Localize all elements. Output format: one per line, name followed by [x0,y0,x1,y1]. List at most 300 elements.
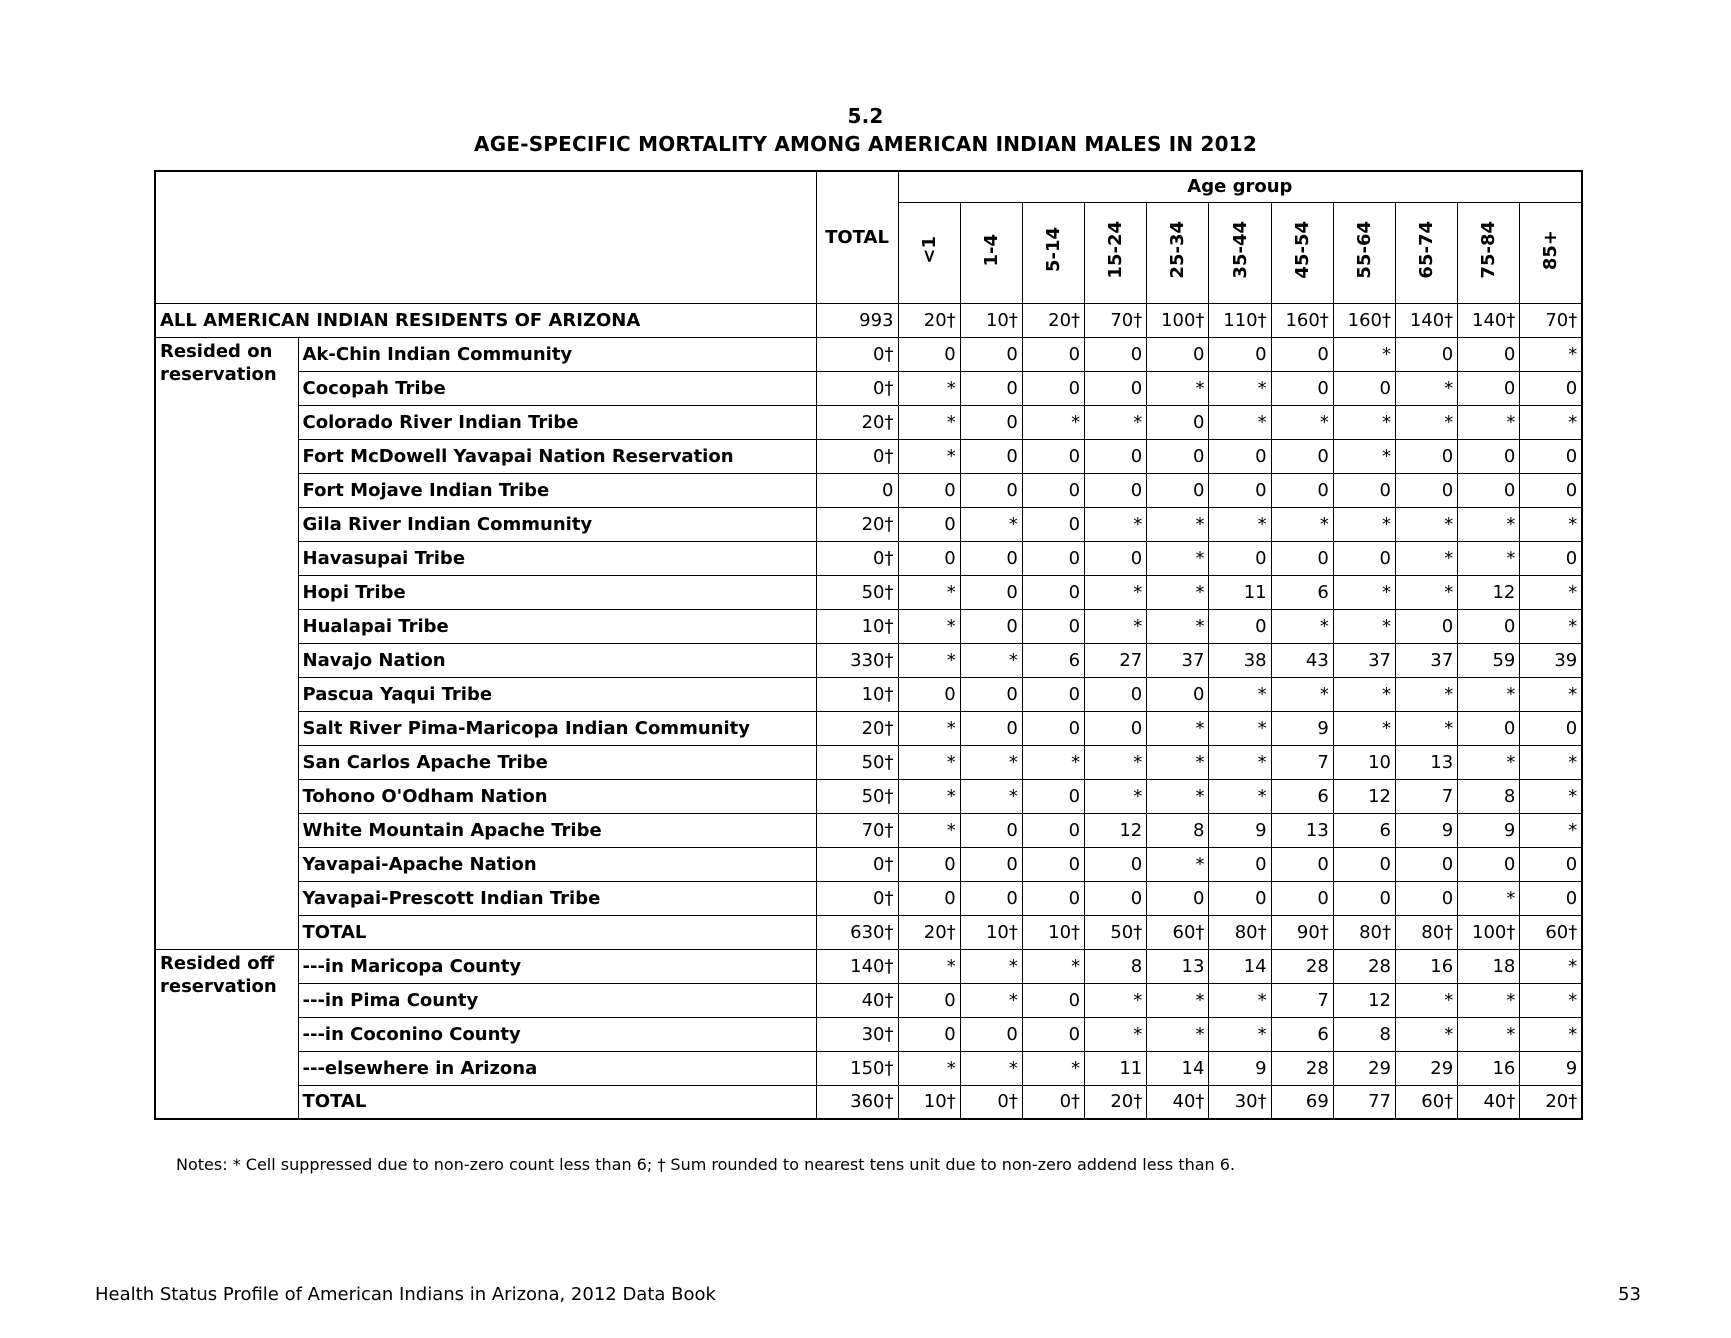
table-cell: * [1147,371,1209,405]
table-cell: 0 [1333,881,1395,915]
table-cell: 0 [1022,439,1084,473]
table-cell: 140† [816,949,898,983]
table-cell: * [960,507,1022,541]
table-cell: 0 [960,473,1022,507]
table-cell: 0 [1396,337,1458,371]
table-cell: 90† [1271,915,1333,949]
table-cell: 0 [1396,609,1458,643]
table-row [155,983,1582,1017]
table-cell: * [898,1051,960,1085]
table-cell: * [1209,1017,1271,1051]
table-cell: * [1147,1017,1209,1051]
row-label: White Mountain Apache Tribe [298,813,816,847]
table-cell: 0 [898,983,960,1017]
table-cell: 77 [1333,1085,1395,1119]
table-cell: 0 [960,439,1022,473]
row-label: Colorado River Indian Tribe [298,405,816,439]
age-group-header [1396,202,1458,303]
table-cell: * [1085,983,1147,1017]
table-cell: 50† [816,575,898,609]
table-cell: 40† [1147,1085,1209,1119]
table-cell: 10† [816,677,898,711]
table-cell: 0 [1333,473,1395,507]
table-cell: * [1458,983,1520,1017]
table-cell: 0 [898,847,960,881]
table-cell: 0 [1520,439,1582,473]
table-cell: * [898,609,960,643]
table-cell: 110† [1209,303,1271,337]
table-row [155,405,1582,439]
table-cell: 6 [1271,575,1333,609]
table-cell: * [1520,983,1582,1017]
table-cell: 0 [1022,813,1084,847]
table-cell: 29 [1333,1051,1395,1085]
age-group-label: 25-34 [1167,221,1189,279]
table-row [155,541,1582,575]
age-group-header [1085,202,1147,303]
table-cell: * [1022,405,1084,439]
table-cell: 80† [1209,915,1271,949]
table-cell: * [1396,575,1458,609]
table-cell: * [1209,983,1271,1017]
table-row [155,575,1582,609]
table-cell: 0 [1458,439,1520,473]
table-cell: 0 [1022,609,1084,643]
table-cell: 28 [1333,949,1395,983]
table-cell: * [1520,405,1582,439]
row-label: Yavapai-Prescott Indian Tribe [298,881,816,915]
age-group-label: 1-4 [980,233,1002,267]
table-cell: 0 [1333,847,1395,881]
row-label: Navajo Nation [298,643,816,677]
table-cell: * [1520,609,1582,643]
table-cell: 0 [1396,881,1458,915]
table-cell: 12 [1085,813,1147,847]
table-cell: 330† [816,643,898,677]
table-cell: 0 [1022,371,1084,405]
table-cell: * [1147,745,1209,779]
table-cell: * [1458,881,1520,915]
table-cell: * [1085,575,1147,609]
table-cell: * [1271,405,1333,439]
table-cell: * [1085,1017,1147,1051]
table-cell: 100† [1458,915,1520,949]
table-cell: 150† [816,1051,898,1085]
table-cell: 360† [816,1085,898,1119]
table-cell: 6 [1022,643,1084,677]
table-cell: 9 [1520,1051,1582,1085]
table-cell: 0 [1396,473,1458,507]
table-cell: 0 [898,507,960,541]
table-cell: 0† [960,1085,1022,1119]
table-cell: 0 [960,541,1022,575]
age-group-label: 75-84 [1478,221,1500,279]
table-cell: * [1520,677,1582,711]
table-cell: 0 [1022,677,1084,711]
table-cell: * [898,643,960,677]
table-cell: 0 [1022,1017,1084,1051]
table-cell: 39 [1520,643,1582,677]
row-label: ---in Pima County [298,983,816,1017]
table-cell: 30† [816,1017,898,1051]
table-cell: * [1333,677,1395,711]
age-group-header [1333,202,1395,303]
table-cell: 59 [1458,643,1520,677]
table-cell: 16 [1458,1051,1520,1085]
table-cell: 160† [1333,303,1395,337]
table-cell: 43 [1271,643,1333,677]
table-cell: * [1022,1051,1084,1085]
table-cell: * [1396,711,1458,745]
table-cell: 0 [1396,439,1458,473]
table-cell: 7 [1396,779,1458,813]
table-cell: * [1147,507,1209,541]
table-cell: 60† [1520,915,1582,949]
table-cell: 6 [1271,1017,1333,1051]
table-cell: 20† [898,915,960,949]
table-cell: 10† [960,303,1022,337]
table-cell: 13 [1396,745,1458,779]
table-cell: 0 [960,711,1022,745]
table-cell: * [1209,745,1271,779]
table-cell: 18 [1458,949,1520,983]
table-cell: 0 [960,813,1022,847]
table-cell: 0 [1209,337,1271,371]
table-cell: * [1147,847,1209,881]
table-cell: 0† [816,881,898,915]
table-cell: * [1520,575,1582,609]
table-cell: * [1458,405,1520,439]
table-cell: * [1396,1017,1458,1051]
table-cell: * [898,711,960,745]
table-cell: 0 [1209,881,1271,915]
table-cell: 0 [1147,677,1209,711]
table-cell: * [1209,371,1271,405]
table-cell: * [1333,711,1395,745]
table-row [155,949,1582,983]
table-row [155,847,1582,881]
row-label: Fort Mojave Indian Tribe [298,473,816,507]
table-cell: 37 [1333,643,1395,677]
table-cell: * [1147,541,1209,575]
table-cell: 0 [960,609,1022,643]
table-cell: * [1396,983,1458,1017]
table-cell: * [1209,507,1271,541]
table-cell: 0 [1022,575,1084,609]
age-group-label: <1 [918,236,940,264]
table-row [155,507,1582,541]
table-cell: 8 [1085,949,1147,983]
table-cell: 8 [1333,1017,1395,1051]
table-cell: 20† [1520,1085,1582,1119]
table-cell: 0 [1209,541,1271,575]
row-label: Fort McDowell Yavapai Nation Reservation [298,439,816,473]
table-cell: 0 [960,405,1022,439]
table-cell: 12 [1333,983,1395,1017]
table-cell: 10† [816,609,898,643]
table-cell: 0 [1520,473,1582,507]
table-cell: 630† [816,915,898,949]
table-row [155,1085,1582,1119]
table-cell: 0 [1458,473,1520,507]
row-label: Gila River Indian Community [298,507,816,541]
table-cell: 10† [1022,915,1084,949]
table-cell: 50† [816,779,898,813]
age-group-label: 35-44 [1229,221,1251,279]
table-cell: 6 [1333,813,1395,847]
table-cell: * [1147,711,1209,745]
table-cell: 0 [1333,371,1395,405]
table-cell: 0 [1147,439,1209,473]
row-label: TOTAL [298,915,816,949]
table-cell: * [1396,677,1458,711]
table-cell: 0 [1085,677,1147,711]
table-cell: * [1022,949,1084,983]
age-group-label: 45-54 [1291,221,1313,279]
table-cell: * [1271,609,1333,643]
table-title: AGE-SPECIFIC MORTALITY AMONG AMERICAN INDIAN MALES IN 2012 [474,132,1257,156]
table-cell: 0 [1085,711,1147,745]
table-row [155,779,1582,813]
table-cell: 0 [1458,847,1520,881]
table-cell: 0 [1085,473,1147,507]
row-label: Hualapai Tribe [298,609,816,643]
table-cell: 993 [816,303,898,337]
table-cell: * [1458,507,1520,541]
table-cell: 0 [1520,541,1582,575]
table-cell: 0† [816,337,898,371]
table-cell: 160† [1271,303,1333,337]
table-cell: * [1209,405,1271,439]
table-cell: 50† [1085,915,1147,949]
footer-publication: Health Status Profile of American Indians in Arizona, 2012 Data Book [95,1284,716,1305]
table-row [155,711,1582,745]
table-row [155,881,1582,915]
table-cell: 10 [1333,745,1395,779]
table-cell: 100† [1147,303,1209,337]
table-cell: * [1085,507,1147,541]
table-cell: 0 [1271,881,1333,915]
table-cell: 0 [816,473,898,507]
table-cell: * [960,949,1022,983]
age-group-label: 15-24 [1105,221,1127,279]
table-cell: 0 [1022,983,1084,1017]
age-group-header [898,202,960,303]
table-cell: 30† [1209,1085,1271,1119]
table-cell: 0 [1458,609,1520,643]
age-group-header [1209,202,1271,303]
table-cell: * [1458,541,1520,575]
table-row [155,813,1582,847]
header-total: TOTAL [816,171,898,303]
table-row [155,1051,1582,1085]
table-cell: * [1085,745,1147,779]
table-row [155,643,1582,677]
table-cell: 0 [960,1017,1022,1051]
table-cell: * [1085,609,1147,643]
table-cell: 20† [898,303,960,337]
table-cell: 0 [1458,337,1520,371]
table-cell: * [1147,779,1209,813]
table-row [155,915,1582,949]
table-cell: 0 [898,337,960,371]
table-cell: 0 [1085,371,1147,405]
table-cell: * [1147,575,1209,609]
age-group-label: 65-74 [1416,221,1438,279]
table-cell: * [898,575,960,609]
table-cell: 80† [1333,915,1395,949]
table-cell: 0 [898,677,960,711]
table-cell: 0 [1520,847,1582,881]
row-label: Hopi Tribe [298,575,816,609]
table-cell: 80† [1396,915,1458,949]
table-cell: 13 [1271,813,1333,847]
table-row [155,337,1582,371]
table-cell: 40† [1458,1085,1520,1119]
table-cell: * [1085,779,1147,813]
table-cell: 20† [816,405,898,439]
table-cell: 0 [1271,337,1333,371]
table-cell: 9 [1209,813,1271,847]
table-cell: 12 [1458,575,1520,609]
table-row [155,745,1582,779]
table-number: 5.2 [847,104,884,128]
table-cell: 0 [1085,541,1147,575]
table-cell: * [898,439,960,473]
row-label: Havasupai Tribe [298,541,816,575]
table-cell: * [898,405,960,439]
table-cell: 0 [960,371,1022,405]
table-cell: 70† [816,813,898,847]
table-cell: 69 [1271,1085,1333,1119]
table-cell: 11 [1209,575,1271,609]
table-cell: 50† [816,745,898,779]
row-label: ALL AMERICAN INDIAN RESIDENTS OF ARIZONA [155,303,816,337]
age-group-header [1022,202,1084,303]
table-cell: 28 [1271,949,1333,983]
page-number: 53 [1618,1284,1641,1305]
table-notes: Notes: * Cell suppressed due to non-zero count less than 6; † Sum rounded to nearest tens unit due to non-zero addend less than 6. [176,1155,1236,1174]
row-label: ---in Coconino County [298,1017,816,1051]
table-cell: * [1147,609,1209,643]
age-group-header [1147,202,1209,303]
table-cell: * [1209,779,1271,813]
table-cell: * [1085,405,1147,439]
table-cell: 6 [1271,779,1333,813]
table-cell: 0 [1022,779,1084,813]
table-cell: 37 [1396,643,1458,677]
table-cell: 0 [1209,439,1271,473]
age-group-header [1458,202,1520,303]
table-cell: 0 [898,1017,960,1051]
table-cell: * [1333,575,1395,609]
table-cell: * [1396,507,1458,541]
table-cell: 0 [1085,337,1147,371]
table-cell: 0 [1520,881,1582,915]
table-cell: 140† [1396,303,1458,337]
age-group-label: 5-14 [1042,227,1064,273]
row-label: Tohono O'Odham Nation [298,779,816,813]
table-cell: 0 [1333,541,1395,575]
table-cell: 7 [1271,745,1333,779]
table-cell: 60† [1396,1085,1458,1119]
table-cell: * [1396,541,1458,575]
table-cell: 0 [960,337,1022,371]
table-cell: 20† [816,711,898,745]
table-cell: 14 [1147,1051,1209,1085]
table-cell: 37 [1147,643,1209,677]
table-cell: 70† [1085,303,1147,337]
row-label: Cocopah Tribe [298,371,816,405]
row-label: ---in Maricopa County [298,949,816,983]
table-cell: 0 [1271,847,1333,881]
table-cell: 0 [1271,541,1333,575]
table-cell: 0 [1147,337,1209,371]
age-group-header [1520,202,1582,303]
table-cell: 0† [816,541,898,575]
table-cell: 9 [1209,1051,1271,1085]
table-row [155,371,1582,405]
table-cell: * [1333,337,1395,371]
table-cell: 0 [1022,337,1084,371]
age-group-header [1271,202,1333,303]
table-row [155,1017,1582,1051]
table-cell: * [1520,949,1582,983]
age-group-label: 55-64 [1353,221,1375,279]
table-cell: 0 [1458,371,1520,405]
table-cell: * [898,949,960,983]
row-label: Salt River Pima-Maricopa Indian Community [298,711,816,745]
table-cell: 0† [816,439,898,473]
table-cell: * [1520,507,1582,541]
table-cell: 0 [1022,473,1084,507]
table-cell: 0 [1209,609,1271,643]
table-cell: * [960,779,1022,813]
table-cell: 0 [1209,473,1271,507]
table-row [155,677,1582,711]
table-cell: * [960,643,1022,677]
table-cell: 0 [1271,473,1333,507]
table-cell: 0 [898,881,960,915]
table-cell: 0 [1085,439,1147,473]
table-cell: * [898,813,960,847]
table-cell: * [960,1051,1022,1085]
table-cell: 40† [816,983,898,1017]
mortality-table [154,170,1583,1120]
table-cell: * [898,745,960,779]
table-cell: 0 [1022,711,1084,745]
table-cell: 0 [1147,473,1209,507]
table-cell: * [1520,337,1582,371]
table-cell: 0 [1271,439,1333,473]
table-cell: 0 [1520,371,1582,405]
table-cell: 0 [1022,541,1084,575]
table-cell: 12 [1333,779,1395,813]
table-cell: 8 [1458,779,1520,813]
table-cell: 140† [1458,303,1520,337]
table-cell: 0† [816,371,898,405]
table-cell: * [960,745,1022,779]
table-cell: * [960,983,1022,1017]
table-cell: * [898,779,960,813]
table-cell: 70† [1520,303,1582,337]
table-cell: * [898,371,960,405]
table-cell: * [1333,609,1395,643]
table-cell: 0 [960,847,1022,881]
table-cell: 0 [1085,847,1147,881]
table-cell: * [1458,677,1520,711]
table-cell: 60† [1147,915,1209,949]
